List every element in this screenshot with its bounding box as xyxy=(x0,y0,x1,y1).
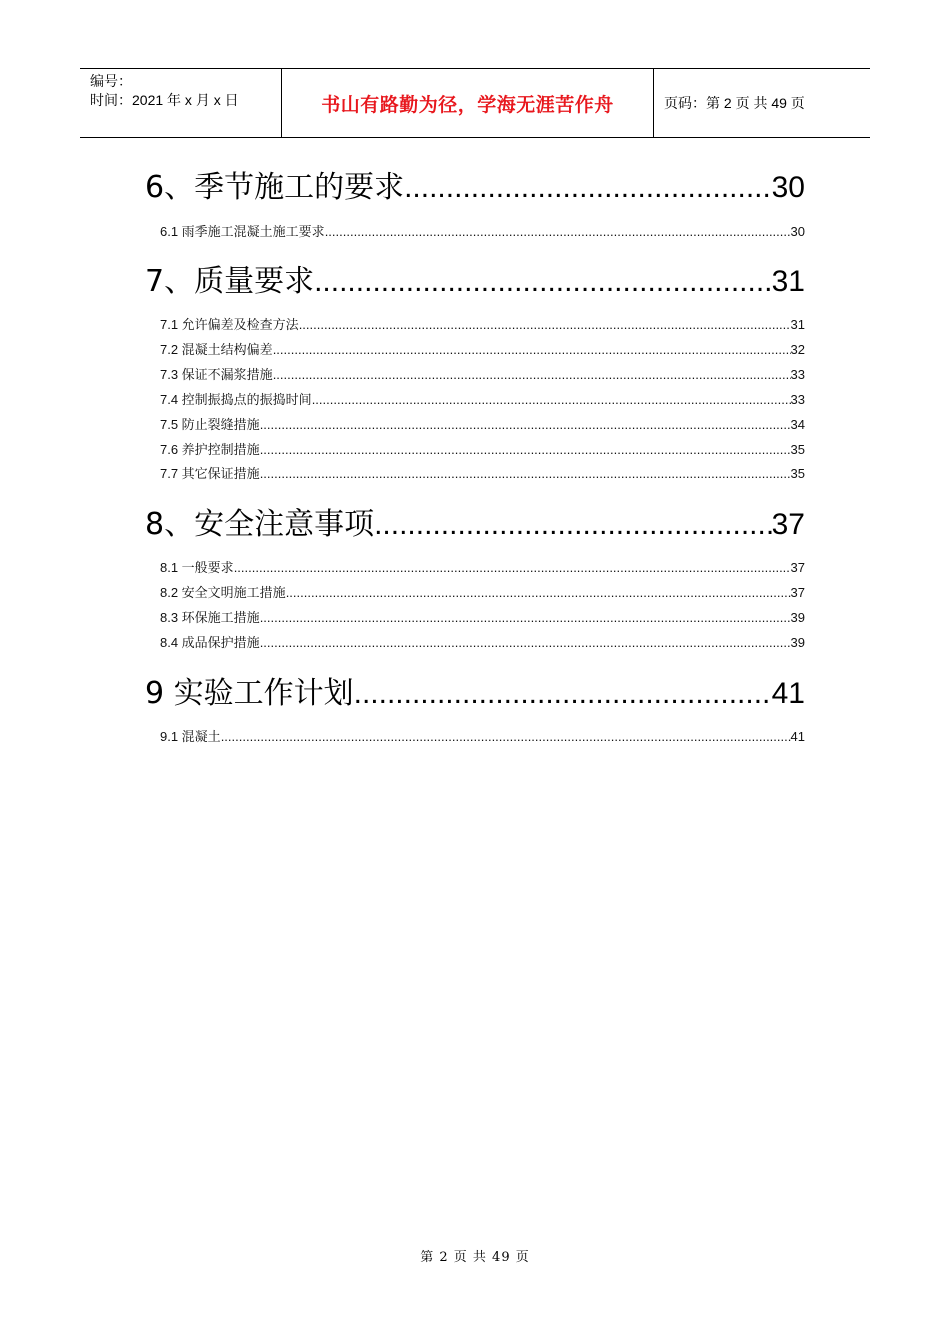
toc-entry-page: 41 xyxy=(790,729,805,744)
toc-entry-subsection[interactable] xyxy=(160,389,805,407)
toc-entry-label: 7.3 保证不漏浆措施 xyxy=(160,367,273,382)
toc-entry-label: 7.6 养护控制措施 xyxy=(160,442,260,457)
toc-entry-page: 31 xyxy=(771,265,805,298)
toc-entry-page: 37 xyxy=(790,585,805,600)
toc-leader-dots xyxy=(273,342,791,357)
toc-entry-subsection[interactable] xyxy=(160,726,805,744)
toc-leader-dots xyxy=(299,317,791,332)
toc-entry-page: 33 xyxy=(790,367,805,382)
toc-leader-dots xyxy=(286,585,791,600)
document-number-label: 编号： xyxy=(90,73,132,89)
toc-entry-label: 8.3 环保施工措施 xyxy=(160,610,260,625)
toc-entry-subsection[interactable] xyxy=(160,557,805,575)
toc-entry-page: 30 xyxy=(790,224,805,239)
toc-entry-label: 7.4 控制振捣点的振捣时间 xyxy=(160,392,312,407)
toc-entry-page: 37 xyxy=(771,508,805,541)
toc-entry-page: 30 xyxy=(771,171,805,204)
toc-entry-page: 34 xyxy=(790,417,805,432)
toc-entry-subsection[interactable] xyxy=(160,364,805,382)
document-date: 时间：2021 年 x 月 x 日 xyxy=(90,92,239,108)
toc-entry-heading[interactable] xyxy=(145,668,805,711)
header-motto: 书山有路勤为径，学海无涯苦作舟 xyxy=(282,69,654,137)
toc-leader-dots xyxy=(260,466,791,481)
toc-entry-label: 9 实验工作计划 xyxy=(145,676,354,711)
toc-entry-heading[interactable] xyxy=(145,162,805,205)
toc-entry-subsection[interactable] xyxy=(160,314,805,332)
toc-entry-label: 8、安全注意事项 xyxy=(145,507,375,542)
toc-leader-dots xyxy=(260,610,791,625)
page-header xyxy=(80,68,870,138)
toc-entry-label: 7.2 混凝土结构偏差 xyxy=(160,342,273,357)
toc-entry-subsection[interactable] xyxy=(160,414,805,432)
toc-entry-page: 39 xyxy=(790,635,805,650)
toc-entry-heading[interactable] xyxy=(145,256,805,299)
toc-entry-label: 7、质量要求 xyxy=(145,264,315,299)
toc-leader-dots xyxy=(260,442,791,457)
toc-entry-label: 6.1 雨季施工混凝土施工要求 xyxy=(160,224,325,239)
toc-leader-dots xyxy=(221,729,791,744)
toc-entry-subsection[interactable] xyxy=(160,439,805,457)
toc-entry-subsection[interactable] xyxy=(160,582,805,600)
toc-leader-dots xyxy=(260,635,791,650)
header-meta xyxy=(80,69,282,137)
toc-entry-page: 33 xyxy=(790,392,805,407)
toc-entry-page: 31 xyxy=(790,317,805,332)
toc-entry-subsection[interactable] xyxy=(160,339,805,357)
toc-entry-page: 32 xyxy=(790,342,805,357)
toc-entry-subsection[interactable] xyxy=(160,463,805,481)
toc-leader-dots xyxy=(374,508,772,542)
toc-leader-dots xyxy=(273,367,791,382)
toc-leader-dots xyxy=(260,417,791,432)
toc-entry-page: 35 xyxy=(790,466,805,481)
toc-entry-page: 41 xyxy=(771,677,805,710)
toc-entry-label: 7.1 允许偏差及检查方法 xyxy=(160,317,299,332)
toc-entry-subsection[interactable] xyxy=(160,632,805,650)
toc-entry-heading[interactable] xyxy=(145,499,805,542)
toc-entry-page: 37 xyxy=(790,560,805,575)
toc-entry-label: 8.1 一般要求 xyxy=(160,560,234,575)
toc-entry-label: 6、季节施工的要求 xyxy=(145,170,405,205)
toc-entry-subsection[interactable] xyxy=(160,607,805,625)
toc-leader-dots xyxy=(312,392,791,407)
toc-leader-dots xyxy=(404,171,772,205)
page-footer: 第 2 页 共 49 页 xyxy=(420,1250,530,1265)
toc-entry-page: 39 xyxy=(790,610,805,625)
toc-entry-label: 7.7 其它保证措施 xyxy=(160,466,260,481)
toc-entry-label: 8.2 安全文明施工措施 xyxy=(160,585,286,600)
toc-entry-label: 9.1 混凝土 xyxy=(160,729,221,744)
toc-leader-dots xyxy=(354,677,772,711)
toc-entry-label: 8.4 成品保护措施 xyxy=(160,635,260,650)
toc-leader-dots xyxy=(234,560,791,575)
toc-entry-label: 7.5 防止裂缝措施 xyxy=(160,417,260,432)
toc-entry-subsection[interactable] xyxy=(160,221,805,239)
toc-leader-dots xyxy=(314,265,772,299)
toc-leader-dots xyxy=(325,224,791,239)
toc-entry-page: 35 xyxy=(790,442,805,457)
header-page-info: 页码：第 2 页 共 49 页 xyxy=(664,95,805,111)
